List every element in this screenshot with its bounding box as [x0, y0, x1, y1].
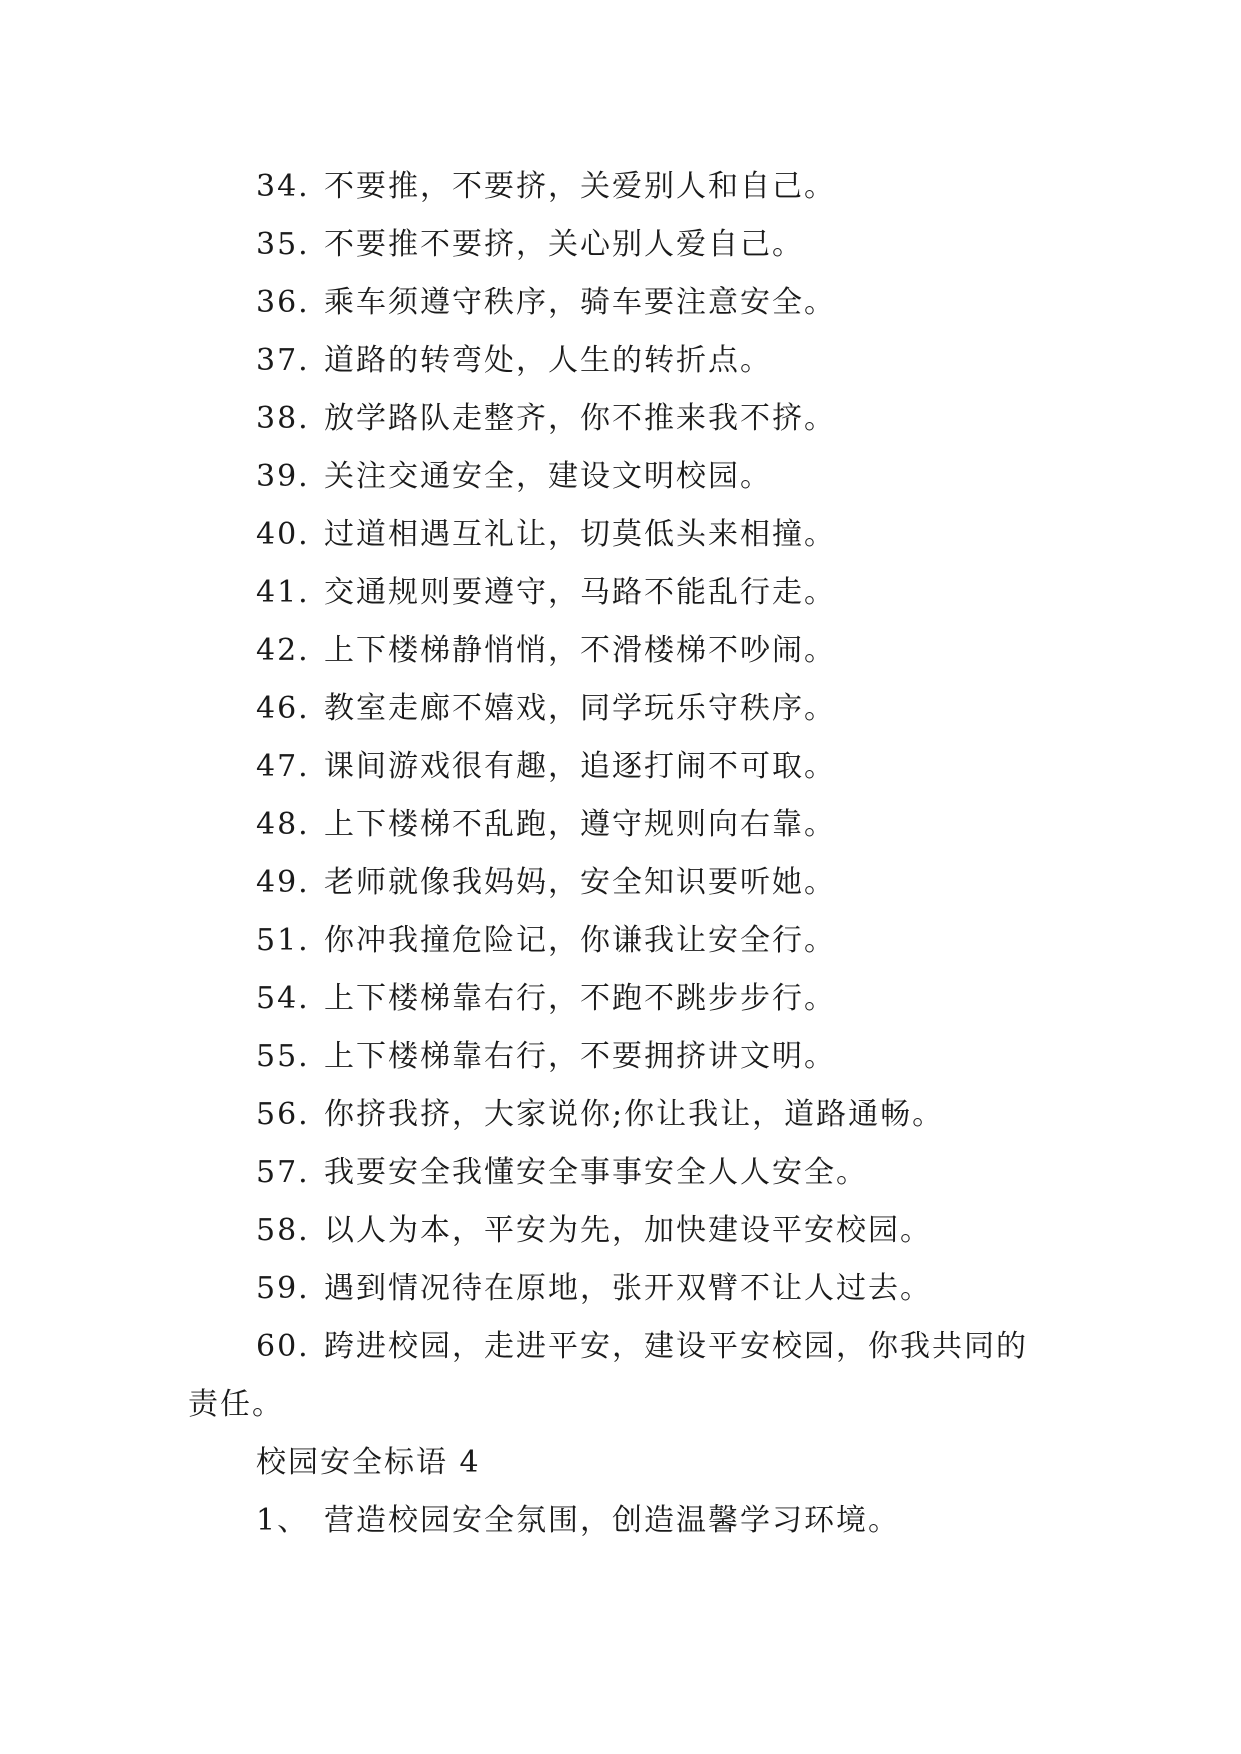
slogan-item [188, 680, 1068, 738]
slogan-number: 41. [256, 575, 310, 610]
slogan-item [188, 448, 1068, 506]
slogan-text: 上下楼梯静悄悄，不滑楼梯不吵闹。 [324, 633, 836, 668]
slogan-item [188, 1086, 1068, 1144]
slogan-number: 49. [256, 865, 310, 900]
slogan-item [188, 216, 1068, 274]
slogan-number: 58. [256, 1213, 310, 1248]
slogan-number: 48. [256, 807, 310, 842]
slogan-number: 59. [256, 1271, 310, 1306]
slogan-item [188, 912, 1068, 970]
slogan-text-continuation: 责任。 [188, 1387, 284, 1422]
slogan-text: 营造校园安全氛围，创造温馨学习环境。 [324, 1503, 900, 1538]
slogan-list [188, 158, 1068, 1318]
slogan-item [188, 738, 1068, 796]
slogan-number: 34. [256, 169, 310, 204]
slogan-number: 38. [256, 401, 310, 436]
slogan-item-60-continuation [188, 1376, 1068, 1434]
slogan-text: 课间游戏很有趣，追逐打闹不可取。 [324, 749, 836, 784]
slogan-text: 遇到情况待在原地，张开双臂不让人过去。 [324, 1271, 932, 1306]
document-body [188, 158, 1068, 1550]
slogan-item [188, 1202, 1068, 1260]
slogan-text: 不要推，不要挤，关爱别人和自己。 [324, 169, 836, 204]
slogan-text: 上下楼梯靠右行，不要拥挤讲文明。 [324, 1039, 836, 1074]
slogan-number: 55. [256, 1039, 310, 1074]
slogan-text: 跨进校园，走进平安，建设平安校园，你我共同的 [324, 1329, 1028, 1364]
slogan-text: 交通规则要遵守，马路不能乱行走。 [324, 575, 836, 610]
slogan-text: 以人为本，平安为先，加快建设平安校园。 [324, 1213, 932, 1248]
slogan-number: 36. [256, 285, 310, 320]
slogan-item-1 [188, 1492, 1068, 1550]
slogan-number: 40. [256, 517, 310, 552]
slogan-item [188, 506, 1068, 564]
slogan-text: 乘车须遵守秩序，骑车要注意安全。 [324, 285, 836, 320]
slogan-text: 你冲我撞危险记，你谦我让安全行。 [324, 923, 836, 958]
slogan-text: 道路的转弯处，人生的转折点。 [324, 343, 772, 378]
slogan-item [188, 332, 1068, 390]
slogan-text: 上下楼梯不乱跑，遵守规则向右靠。 [324, 807, 836, 842]
slogan-text: 教室走廊不嬉戏，同学玩乐守秩序。 [324, 691, 836, 726]
slogan-number: 35. [256, 227, 310, 262]
slogan-item [188, 390, 1068, 448]
slogan-item [188, 854, 1068, 912]
slogan-item [188, 1144, 1068, 1202]
slogan-item [188, 796, 1068, 854]
slogan-text: 你挤我挤，大家说你;你让我让，道路通畅。 [324, 1097, 945, 1132]
slogan-item-60 [188, 1318, 1068, 1376]
slogan-item [188, 1260, 1068, 1318]
slogan-number: 46. [256, 691, 310, 726]
slogan-number: 54. [256, 981, 310, 1016]
slogan-number: 60. [256, 1329, 310, 1364]
slogan-item [188, 970, 1068, 1028]
slogan-item [188, 274, 1068, 332]
slogan-number: 1、 [256, 1503, 310, 1538]
slogan-text: 不要推不要挤，关心别人爱自己。 [324, 227, 804, 262]
slogan-item [188, 158, 1068, 216]
slogan-number: 51. [256, 923, 310, 958]
slogan-text: 关注交通安全，建设文明校园。 [324, 459, 772, 494]
slogan-number: 39. [256, 459, 310, 494]
slogan-item [188, 1028, 1068, 1086]
slogan-item [188, 622, 1068, 680]
slogan-item [188, 564, 1068, 622]
slogan-number: 47. [256, 749, 310, 784]
slogan-number: 56. [256, 1097, 310, 1132]
slogan-number: 37. [256, 343, 310, 378]
slogan-number: 42. [256, 633, 310, 668]
slogan-text: 老师就像我妈妈，安全知识要听她。 [324, 865, 836, 900]
slogan-text: 过道相遇互礼让，切莫低头来相撞。 [324, 517, 836, 552]
slogan-text: 放学路队走整齐，你不推来我不挤。 [324, 401, 836, 436]
slogan-number: 57. [256, 1155, 310, 1190]
slogan-text: 上下楼梯靠右行，不跑不跳步步行。 [324, 981, 836, 1016]
slogan-text: 我要安全我懂安全事事安全人人安全。 [324, 1155, 868, 1190]
section-heading: 校园安全标语 4 [256, 1445, 481, 1480]
